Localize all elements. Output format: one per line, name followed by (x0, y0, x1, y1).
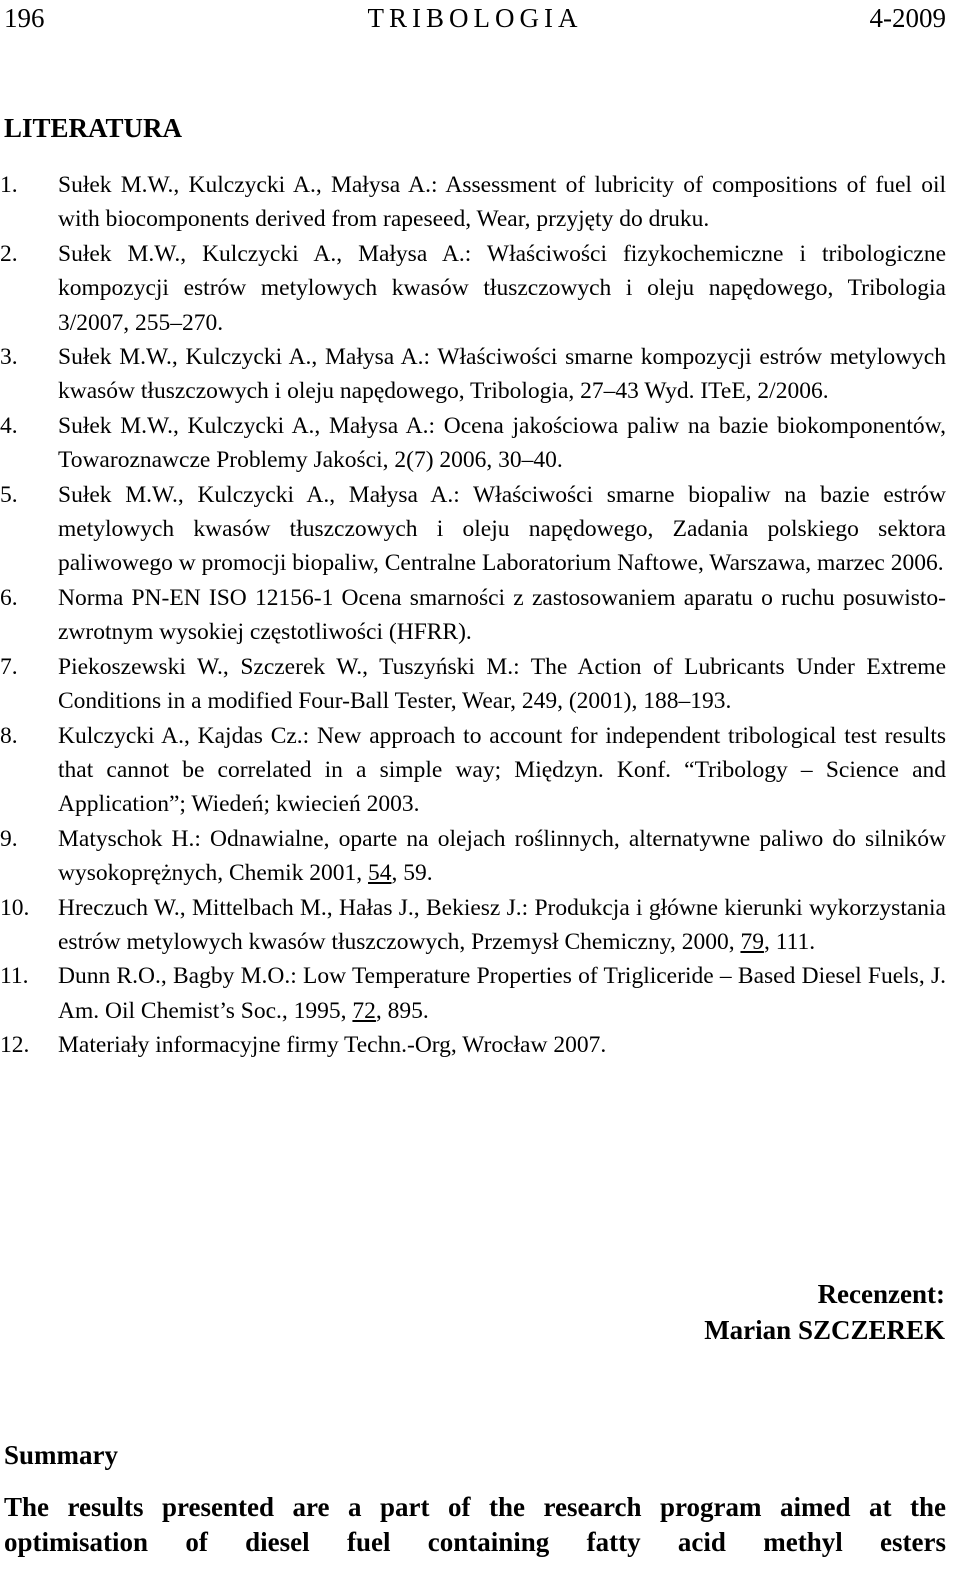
reference-volume: 72 (352, 997, 376, 1024)
page-number: 196 (4, 3, 45, 33)
issue-number: 4-2009 (869, 3, 946, 33)
reference-text-before: Dunn R.O., Bagby M.O.: Low Temperature Properties of Trigliceride – Based Diesel Fuels, J. Am. Oil Chemist’s Soc., 1995, (58, 963, 946, 1024)
reference-text: Sułek M.W., Kulczycki A., Małysa A.: Właściwości fizykochemiczne i tribologiczne kompozycji estrów metylowych kwasów tłuszczowych i oleju napędowego, Tribologia 3/2007, 255–270. (58, 240, 946, 336)
reference-volume: 54 (368, 860, 392, 887)
reference-item (0, 959, 946, 1028)
summary-text: The results presented are a part of the research program aimed at the optimisation of diesel fuel containing fatty acid methyl esters (4, 1492, 946, 1557)
reference-number: 7. (0, 653, 18, 680)
reference-number: 11. (0, 963, 29, 990)
reference-text (58, 895, 946, 955)
reference-number: 12. (0, 1032, 30, 1059)
reference-text-before: Matyschok H.: Odnawialne, oparte na olejach roślinnych, alternatywne paliwo do silników wysokoprężnych, Chemik 2001, (58, 825, 946, 887)
reference-number: 4. (0, 412, 18, 439)
reference-item (0, 409, 946, 478)
reviewer-block (704, 1276, 945, 1348)
reference-item (0, 1028, 946, 1062)
running-header (4, 0, 946, 36)
reference-item (0, 478, 946, 581)
reference-item (0, 891, 946, 960)
reviewer-name: Marian SZCZEREK (704, 1315, 945, 1345)
reference-text: Norma PN-EN ISO 12156-1 Ocena smarności z zastosowaniem aparatu o ruchu posuwisto-zwrotnym wysokiej częstotliwości (HFRR). (58, 584, 946, 646)
literature-heading: LITERATURA (4, 113, 183, 143)
reference-number: 10. (0, 894, 30, 921)
reference-item (0, 822, 946, 891)
reviewer-label: Recenzent: (817, 1279, 945, 1309)
reference-item (0, 168, 946, 237)
reference-item (0, 650, 946, 719)
reference-text-after: , 111. (763, 928, 816, 955)
reference-number: 3. (0, 344, 18, 371)
reference-text: Sułek M.W., Kulczycki A., Małysa A.: Właściwości smarne kompozycji estrów metylowych kwasów tłuszczowych i oleju napędowego, Tribologia, 27–43 Wyd. ITeE, 2/2006. (58, 344, 946, 405)
reference-text: Sułek M.W., Kulczycki A., Małysa A.: Właściwości smarne biopaliw na bazie estrów metylowych kwasów tłuszczowych i oleju napędowego, Zadania polskiego sektora paliwowego w promocji biopaliw, Centralne Laboratorium Naftowe, Warszawa, marzec 2006. (58, 481, 946, 577)
reference-item (0, 340, 946, 409)
reference-item (0, 719, 946, 822)
reference-number: 5. (0, 481, 18, 508)
reference-text (58, 826, 946, 886)
reference-text (58, 963, 946, 1023)
reference-text-after: , 895. (375, 997, 429, 1024)
reference-item (0, 581, 946, 650)
reference-item (0, 237, 946, 340)
reference-number: 2. (0, 240, 18, 267)
reference-text: Kulczycki A., Kajdas Cz.: New approach to account for independent tribological test results that cannot be correlated in a simple way; Międzyn. Konf. “Tribology – Science and Application”; Wiedeń; kwiecień 2003. (58, 722, 946, 818)
reference-volume: 79 (740, 928, 764, 955)
reference-number: 6. (0, 584, 18, 611)
reference-text-after: , 59. (391, 860, 433, 887)
reference-list (0, 168, 946, 1063)
reference-text: Materiały informacyjne firmy Techn.-Org, Wrocław 2007. (58, 1032, 607, 1059)
reference-text: Sułek M.W., Kulczycki A., Małysa A.: Assessment of lubricity of compositions of fuel oil with biocomponents derived from rapeseed, Wear, przyjęty do druku. (58, 172, 946, 233)
reference-number: 1. (0, 172, 18, 198)
journal-title: TRIBOLOGIA (367, 3, 583, 33)
reference-number: 8. (0, 722, 18, 749)
summary-heading: Summary (4, 1440, 118, 1470)
reference-number: 9. (0, 825, 18, 852)
reference-text: Piekoszewski W., Szczerek W., Tuszyński M.: The Action of Lubricants Under Extreme Conditions in a modified Four-Ball Tester, Wear, 249, (2001), 188–193. (58, 653, 946, 715)
reference-text: Sułek M.W., Kulczycki A., Małysa A.: Ocena jakościowa paliw na bazie biokomponentów, Towaroznawcze Problemy Jakości, 2(7) 2006, 30–40. (58, 412, 946, 474)
reference-text-before: Hreczuch W., Mittelbach M., Hałas J., Bekiesz J.: Produkcja i główne kierunki wykorzystania estrów metylowych kwasów tłuszczowych, Przemysł Chemiczny, 2000, (58, 894, 946, 955)
